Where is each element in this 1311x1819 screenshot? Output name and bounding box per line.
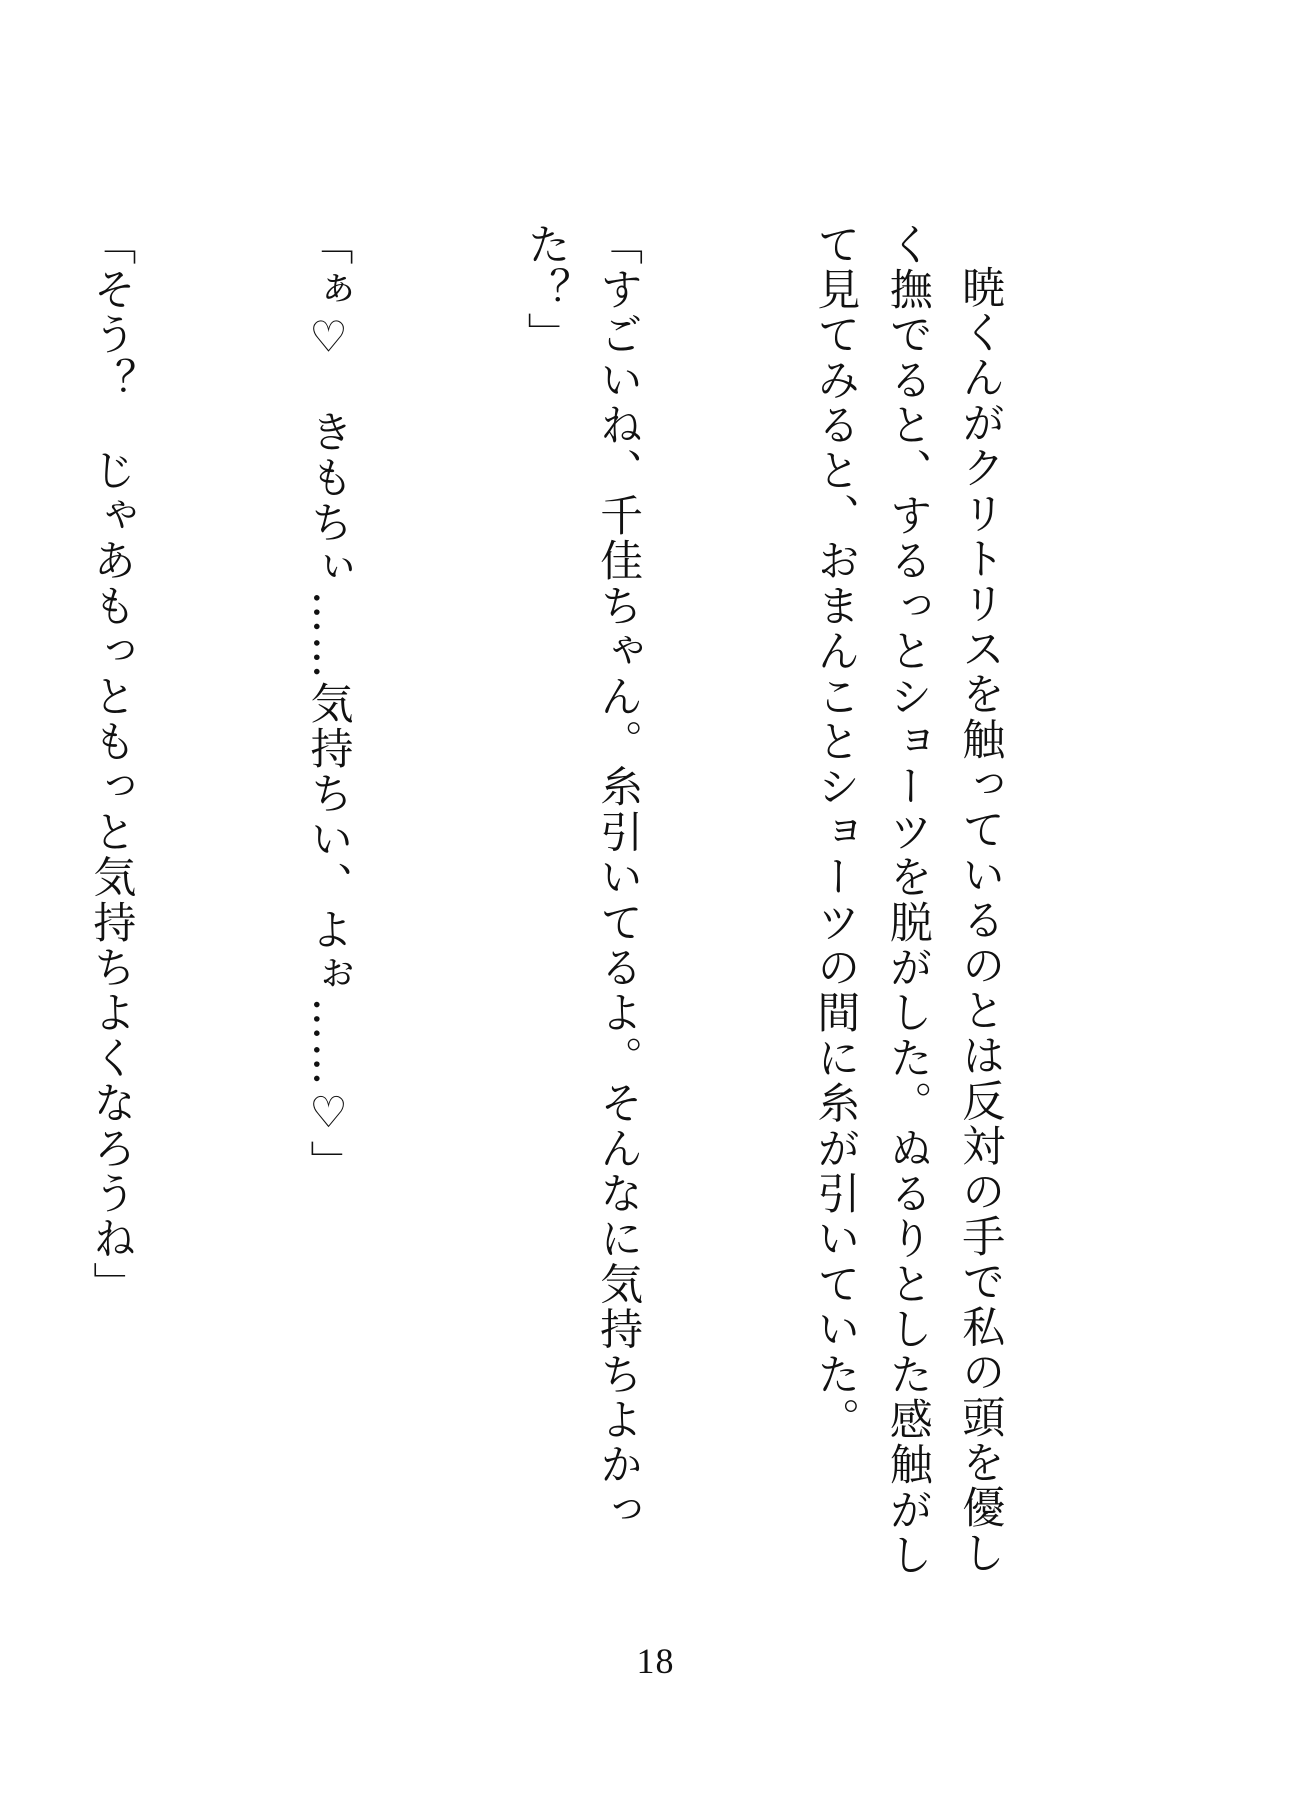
vertical-text-body bbox=[86, 222, 1161, 1582]
paragraph: 「ぁ♡ きもちぃ……気持ちい、よぉ……♡」 bbox=[303, 222, 354, 1186]
page-number: 18 bbox=[636, 1641, 675, 1681]
paragraph: 暁くんがクリトリスを触っているのとは反対の手で私の頭を優しく撫でると、するっとショーツを脱がした。ぬるりとした感触がして見てみると、おまんことショーツの間に糸が引いていた。 bbox=[810, 222, 1006, 1578]
paragraph: 「すごいね、千佳ちゃん。糸引いてるよ。そんなに気持ちよかった？」 bbox=[520, 222, 644, 1533]
paragraph: 「そう？ じゃあもっともっと気持ちよくなろうね」 bbox=[86, 222, 137, 1307]
